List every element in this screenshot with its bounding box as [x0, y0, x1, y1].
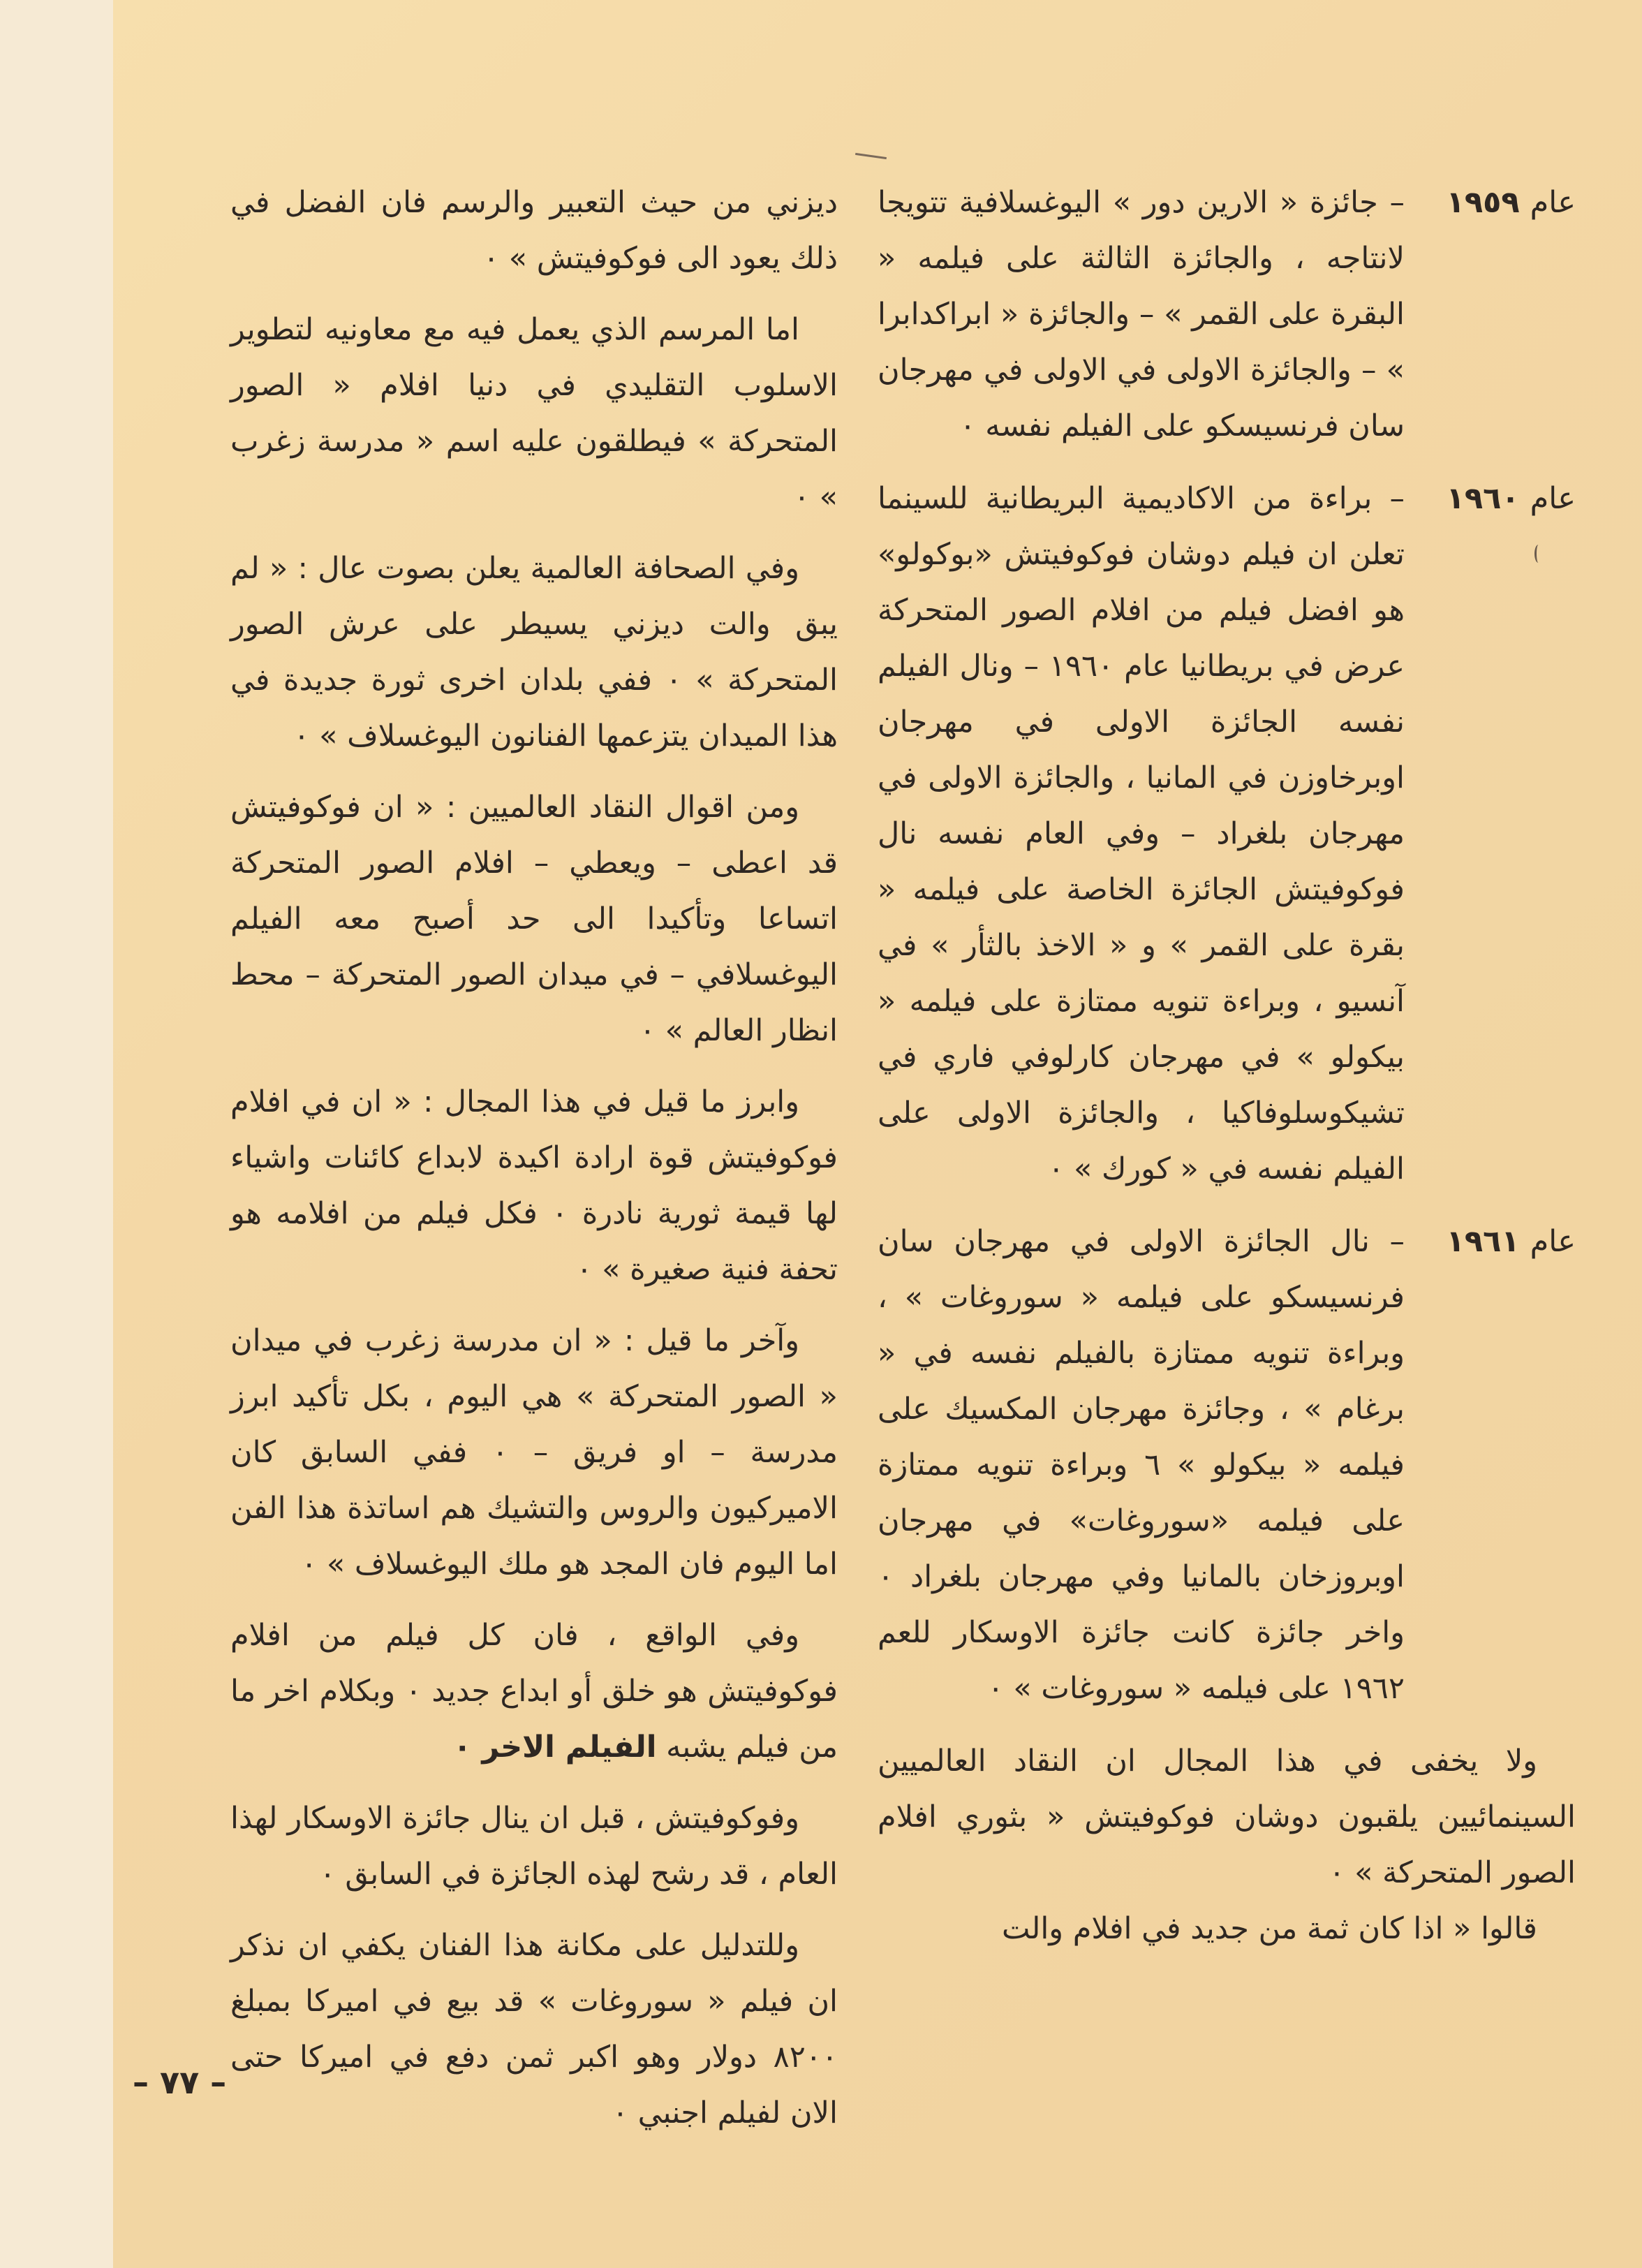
left-column: [230, 175, 838, 2156]
year-value: ١٩٦٠: [1446, 481, 1520, 516]
year-label: عام ١٩٦٠: [1446, 481, 1576, 516]
paragraph: وفوكوفيتش ، قبل ان ينال جائزة الاوسكار لهذا العام ، قد رشح لهذه الجائزة في السابق ٠: [230, 1801, 838, 1892]
emphasis-text: الفيلم الاخر ٠: [453, 1730, 657, 1765]
quote-paragraph-start: قالوا « اذا كان ثمة من جديد في افلام والت: [1002, 1911, 1537, 1946]
paragraph-text: وفي الواقع ، فان كل فيلم من افلام فوكوفيتش هو خلق أو ابداع جديد ٠ وبكلام اخر ما من فيلم يشبه: [230, 1618, 838, 1765]
award-entry-1960: [878, 471, 1576, 1197]
paragraph: وفي الصحافة العالمية يعلن بصوت عال : « لم يبق والت ديزني يسيطر على عرش الصور المتحركة » ٠ ففي بلدان اخرى ثورة جديدة في هذا الميدان يتزعمها الفنانون اليوغسلاف » ٠: [230, 551, 838, 753]
award-text: – جائزة « الارين دور » اليوغسلافية تتويجا لانتاجه ، والجائزة الثالثة على فيلمه « البقرة على القمر » – والجائزة « ابراكدابرا » – والجائزة الاولى في الاولى في مهرجان سان فرنسيسكو على الفيلم نفسه ٠: [878, 185, 1405, 443]
award-text: – نال الجائزة الاولى في مهرجان سان فرنسيسكو على فيلمه « سوروغات » ، وبراءة تنويه ممتازة بالفيلم نفسه في « برغام » ، وجائزة مهرجان المكسيك على فيلمه « بيكولو » ٦ وبراءة تنويه ممتازة على فيلمه «سوروغات» في مهرجان اوبروزخان بالمانيا وفي مهرجان بلغراد ٠ واخر جائزة كانت جائزة الاوسكار للعم ١٩٦٢ على فيلمه « سوروغات » ٠: [878, 1224, 1405, 1706]
year-value: ١٩٥٩: [1446, 185, 1520, 220]
year-label: عام ١٩٥٩: [1446, 185, 1576, 220]
page-number: – ٧٧ –: [133, 2063, 227, 2101]
award-entry-1959: [878, 175, 1576, 454]
year-label: عام ١٩٦١: [1446, 1224, 1576, 1259]
paragraph: وابرز ما قيل في هذا المجال : « ان في افلام فوكوفيتش قوة ارادة اكيدة لابداع كائنات واشياء لها قيمة ثورية نادرة ٠ فكل فيلم من افلامه هو تحفة فنية صغيرة » ٠: [230, 1084, 838, 1287]
paragraph: وآخر ما قيل : « ان مدرسة زغرب في ميدان « الصور المتحركة » هي اليوم ، بكل تأكيد ابرز مدرسة – او فريق – ٠ ففي السابق كان الاميركيون والروس والتشيك هم اساتذة هذا الفن اما اليوم فان المجد هو ملك اليوغسلاف » ٠: [230, 1323, 838, 1582]
right-column: [878, 175, 1576, 1957]
paragraph: اما المرسم الذي يعمل فيه مع معاونيه لتطوير الاسلوب التقليدي في دنيا افلام « الصور المتحركة » فيطلقون عليه اسم « مدرسة زغرب » ٠: [230, 312, 838, 515]
year-value: ١٩٦١: [1446, 1224, 1520, 1259]
award-entry-1961: [878, 1214, 1576, 1716]
paragraph: وللتدليل على مكانة هذا الفنان يكفي ان نذكر ان فيلم « سوروغات » قد بيع في اميركا بمبلغ ٨٢٠٠ دولار وهو اكبر ثمن دفع في اميركا حتى الان لفيلم اجنبي ٠: [230, 1928, 838, 2130]
paragraph: ديزني من حيث التعبير والرسم فان الفضل في ذلك يعود الى فوكوفيتش » ٠: [230, 185, 838, 276]
critics-paragraph: ولا يخفى في هذا المجال ان النقاد العالميين السينمائيين يلقبون دوشان فوكوفيتش « بثوري افلام الصور المتحركة » ٠: [878, 1744, 1576, 1890]
award-text: – براءة من الاكاديمية البريطانية للسينما تعلن ان فيلم دوشان فوكوفيتش «بوكولو» هو افضل فيلم من افلام الصور المتحركة عرض في بريطانيا عام ١٩٦٠ – ونال الفيلم نفسه الجائزة الاولى في مهرجان اوبرخاوزن في المانيا ، والجائزة الاولى في مهرجان بلغراد – وفي العام نفسه نال فوكوفيتش الجائزة الخاصة على فيلمه « بقرة على القمر » و « الاخذ بالثأر » في آنسيو ، وبراءة تنويه ممتازة على فيلمه « بيكولو » في مهرجان كارلوفي فاري في تشيكوسلوفاكيا ، والجائزة الاولى على الفيلم نفسه في « كورك » ٠: [878, 481, 1405, 1186]
paragraph: [230, 1607, 838, 1775]
paragraph: ومن اقوال النقاد العالميين : « ان فوكوفيتش قد اعطى – ويعطي – افلام الصور المتحركة اتساعا وتأكيدا الى حد أصبح معه الفيلم اليوغسلافي – في ميدان الصور المتحركة – محط انظار العالم » ٠: [230, 790, 838, 1048]
